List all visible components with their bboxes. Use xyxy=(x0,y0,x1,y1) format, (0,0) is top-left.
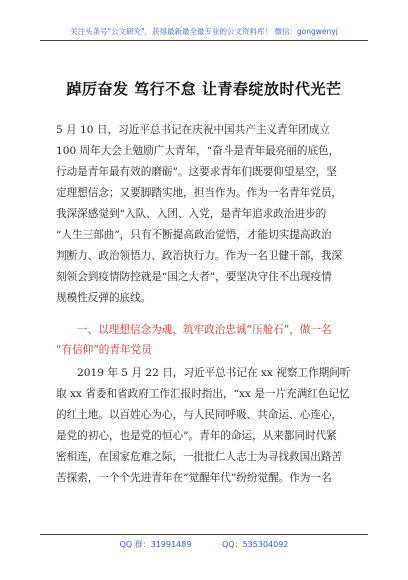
paragraph-line: 的红土地。以百姓心为心，与人民同呼吸、共命运、心连心， xyxy=(56,409,343,421)
paragraph-line: 苦探索，一个个先进青年在“觉醒年代”纷纷觉醒。作为一名 xyxy=(56,472,332,484)
paragraph-line: 行动是青年最有效的磨砺”。这要求青年们既要仰望星空，坚 xyxy=(56,166,337,178)
paragraph-line: 密相连，在国家危难之际，一批批仁人志士为寻找救国出路苦 xyxy=(56,451,343,463)
paragraph-line: 100 周年大会上勉励广大青年，“奋斗是青年最亮丽的底色， xyxy=(56,145,340,157)
header-note: 关注头条号"公文研究"，获得最新最全最专业的公文资料库！ 微信：gongwenyj xyxy=(70,27,338,36)
paragraph-2 xyxy=(56,363,358,489)
paragraph-line: 我深深感觉到“入队、入团、入党，是青年追求政治进步的 xyxy=(56,208,327,220)
header-divider xyxy=(40,40,368,41)
paragraph-line: 规模性反弹的底线。 xyxy=(56,292,152,304)
paragraph-line: 刻领会到疫情防控就是“国之大者”，要坚决守住不出现疫情 xyxy=(56,271,332,283)
section-heading-1 xyxy=(56,320,358,360)
paragraph-line: 5 月 10 日，习近平总书记在庆祝中国共产主义青年团成立 xyxy=(56,124,330,136)
section-heading-line: “有信仰”的青年党员 xyxy=(56,344,152,356)
paragraph-line: “人生三部曲”，只有不断提高政治觉悟，才能切实提高政治 xyxy=(56,229,332,241)
paragraph-line: 定理想信念；又要脚踏实地，担当作为。作为一名青年党员， xyxy=(56,187,343,199)
paragraph-line: 取 xx 省委和省政府工作汇报时指出，“xx 是一片充满红色记忆 xyxy=(56,388,350,400)
footer-qq-group: QQ 群：31991489 xyxy=(119,540,192,549)
paragraph-line: 判断力、政治领悟力、政治执行力。作为一名卫健干部，我深 xyxy=(56,250,343,262)
footer xyxy=(40,539,368,550)
paragraph-1 xyxy=(56,120,358,309)
footer-divider xyxy=(40,534,368,535)
footer-qq: QQ：535304092 xyxy=(222,540,289,549)
paragraph-line: 是党的初心，也是党的恒心”。青年的命运，从来都同时代紧 xyxy=(56,430,337,442)
document-title: 踔厉奋发 笃行不怠 让青春绽放时代光芒 xyxy=(66,80,342,98)
paragraph-line: 2019 年 5 月 22 日，习近平总书记在 xx 视察工作期间听 xyxy=(77,367,351,379)
section-heading-line: 一、以理想信念为魂，筑牢政治忠诚“压舱石”，做一名 xyxy=(77,324,332,336)
